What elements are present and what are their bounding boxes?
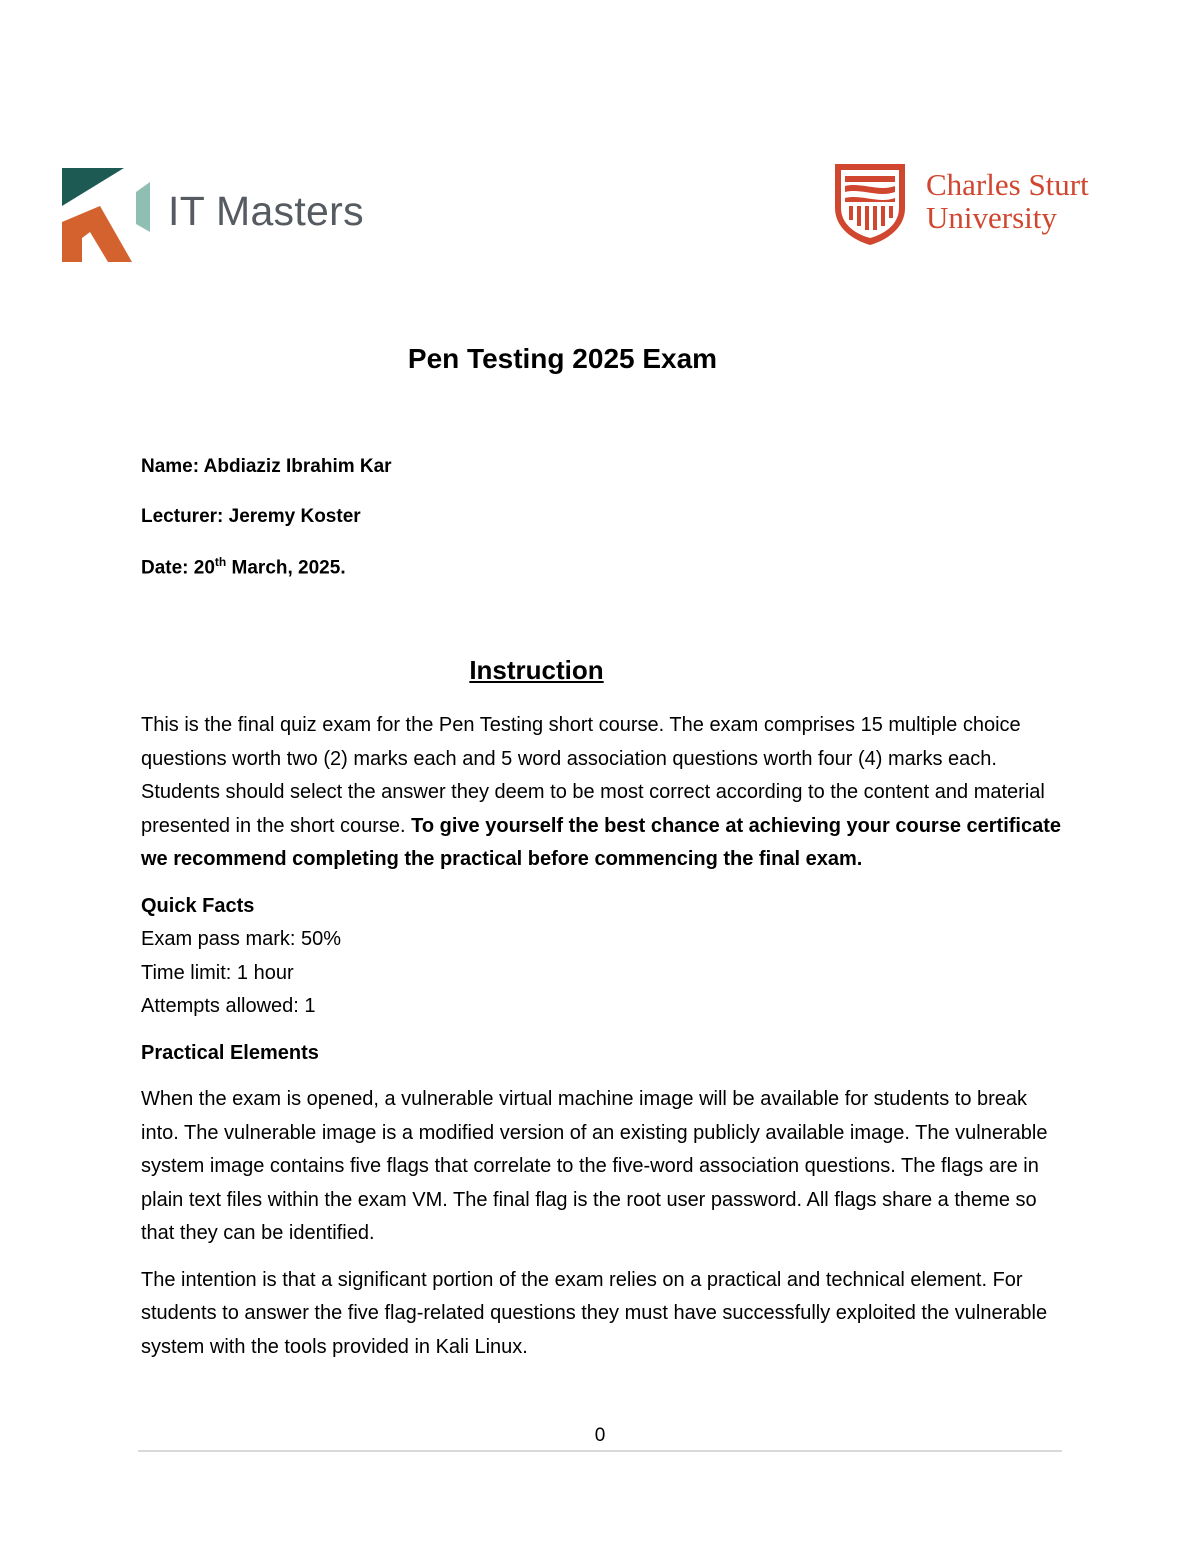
instruction-body [141,709,1061,1377]
csu-wordmark [926,168,1089,234]
page-number: 0 [594,1425,606,1446]
practical-paragraph-1: When the exam is opened, a vulnerable virtual machine image will be available for students to break into. The vulnerable image is a modified version of an existing publicly available image. The vulnerable system image contains five flags that correlate to the five-word association questions. The flags are in plain text files within the exam VM. The final flag is the root user password. All flags share a theme so that they can be identified. [141,1088,1048,1244]
lecturer-name: Lecturer: Jeremy Koster [141,506,361,527]
quick-facts-list [141,923,1061,1024]
csu-logo [833,162,1123,252]
date-superscript: th [214,555,227,569]
footer-divider [138,1450,1062,1452]
date-suffix: March, 2025. [226,557,346,579]
intro-bold-text: To give yourself the best chance at achieving your course certificate we recommend completing the practical before commencing the final exam. [141,814,1061,870]
csu-wordmark-line2: University [926,200,1057,235]
quick-fact-item: Attempts allowed: 1 [141,995,316,1017]
csu-wordmark-line1: Charles Sturt [926,167,1089,202]
student-name: Name: Abdiaziz Ibrahim Kar [141,456,392,477]
date-prefix: Date: 20 [141,557,215,579]
it-masters-mark-icon [60,166,152,262]
intro-text: This is the final quiz exam for the Pen Testing short course. The exam comprises 15 multiple choice questions worth two (2) marks each and 5 word association questions worth four (4) marks each. Students should select the answer they deem to be most correct according to the content and material presented in the short course. [141,714,1045,837]
practical-heading: Practical Elements [141,1041,319,1064]
quick-facts-heading: Quick Facts [141,894,255,917]
quick-fact-item: Exam pass mark: 50% [141,928,342,950]
document-title: Pen Testing 2025 Exam [407,343,718,374]
exam-date [141,555,346,579]
it-masters-wordmark: IT Masters [168,188,364,234]
practical-paragraph-2: The intention is that a significant portion of the exam relies on a practical and technical element. For students to answer the five flag-related questions they must have successfully exploited the vulnerable system with the tools provided in Kali Linux. [141,1268,1048,1358]
instruction-heading: Instruction [469,655,604,685]
it-masters-logo [60,166,380,264]
quick-fact-item: Time limit: 1 hour [141,961,294,984]
intro-paragraph [141,709,1061,877]
csu-shield-icon [833,162,907,246]
